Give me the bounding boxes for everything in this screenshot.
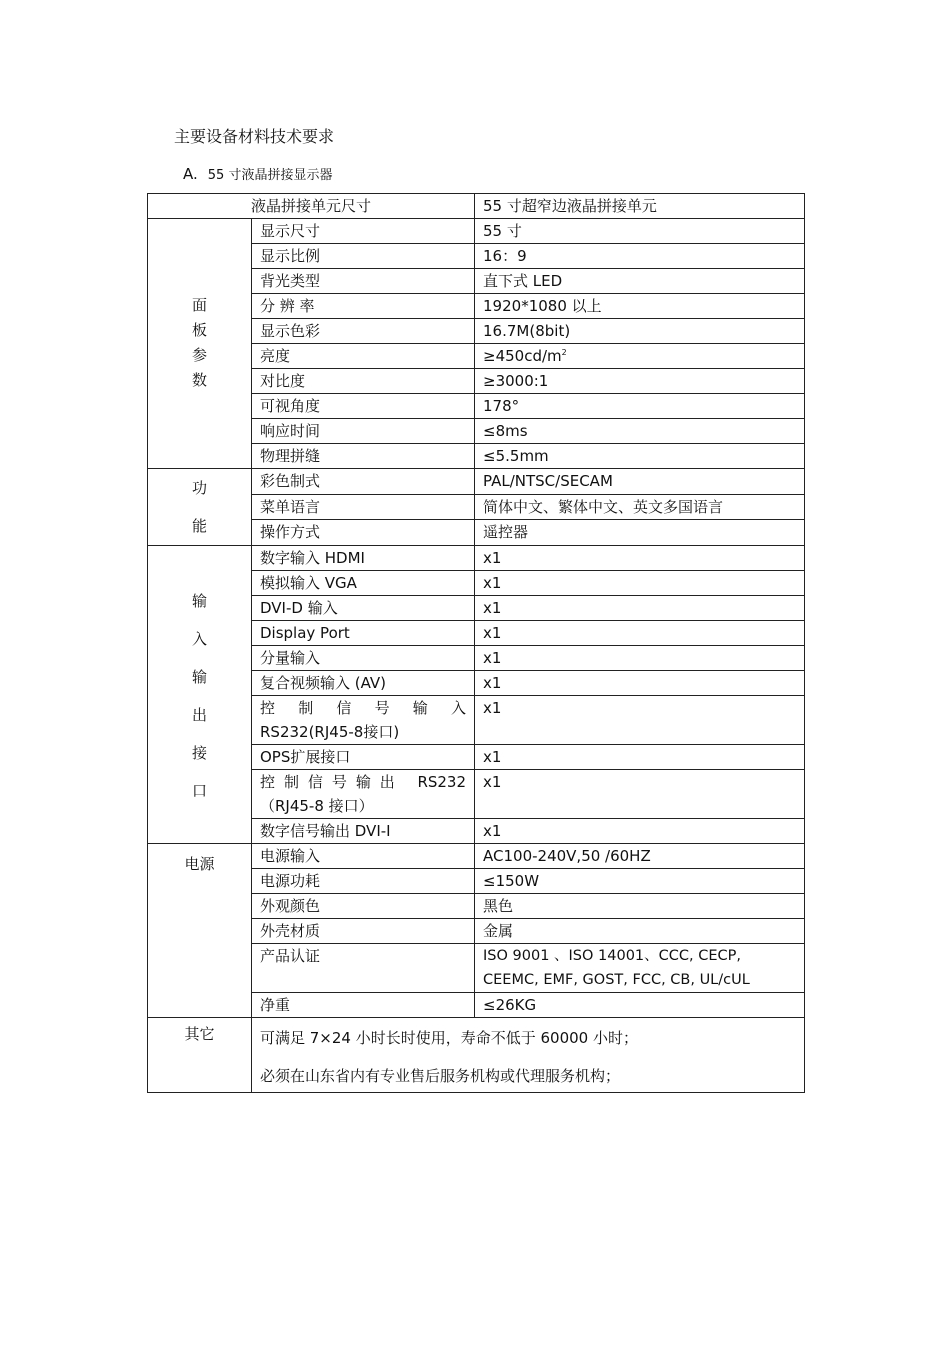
- row-label: 可视角度: [252, 394, 475, 419]
- row-label: 分 辨 率: [252, 294, 475, 319]
- row-value: ISO 9001 、ISO 14001、CCC, CECP, CEEMC, EMF, GOST, FCC, CB, UL/cUL: [475, 944, 805, 993]
- spec-table: [147, 193, 805, 1093]
- row-label: 背光类型: [252, 269, 475, 294]
- other-line: 可满足 7×24 小时长时使用，寿命不低于 60000 小时；: [260, 1029, 638, 1047]
- row-label: 物理拼缝: [252, 444, 475, 469]
- row-value: x1: [475, 571, 805, 596]
- row-value: ≥3000:1: [475, 369, 805, 394]
- table-row: [148, 469, 805, 495]
- row-label: 操作方式: [252, 520, 475, 546]
- row-label: 对比度: [252, 369, 475, 394]
- row-value: x1: [475, 596, 805, 621]
- row-value: 黑色: [475, 894, 805, 919]
- header-label: 液晶拼接单元尺寸: [148, 194, 475, 219]
- category-panel: 面 板 参 数: [148, 219, 252, 469]
- row-label: 分量输入: [252, 646, 475, 671]
- row-value: 16.7M(8bit): [475, 319, 805, 344]
- row-value: ≤5.5mm: [475, 444, 805, 469]
- other-line: 必须在山东省内有专业售后服务机构或代理服务机构；: [260, 1067, 621, 1085]
- row-value: 金属: [475, 919, 805, 944]
- table-row: [148, 844, 805, 869]
- row-value: PAL/NTSC/SECAM: [475, 469, 805, 495]
- row-value: 178°: [475, 394, 805, 419]
- table-header-row: [148, 194, 805, 219]
- row-label: 复合视频输入 (AV): [252, 671, 475, 696]
- row-value: ≤8ms: [475, 419, 805, 444]
- row-label: 外观颜色: [252, 894, 475, 919]
- table-row: [148, 546, 805, 571]
- section-subtitle-text: 55 寸液晶拼接显示器: [207, 168, 333, 183]
- row-value: x1: [475, 671, 805, 696]
- category-io: 输 入 输 出 接 口: [148, 546, 252, 844]
- row-label: 彩色制式: [252, 469, 475, 495]
- header-value: 55 寸超窄边液晶拼接单元: [475, 194, 805, 219]
- row-value: 简体中文、繁体中文、英文多国语言: [475, 494, 805, 520]
- row-label: 电源输入: [252, 844, 475, 869]
- row-value: AC100-240V,50 /60HZ: [475, 844, 805, 869]
- table-row: [148, 219, 805, 244]
- row-value: 1920*1080 以上: [475, 294, 805, 319]
- other-requirements: [252, 1018, 805, 1093]
- row-label: 模拟输入 VGA: [252, 571, 475, 596]
- row-label: 控制信号输出 RS232 （RJ45-8 接口）: [252, 770, 475, 819]
- row-label: 产品认证: [252, 944, 475, 993]
- row-label: 响应时间: [252, 419, 475, 444]
- row-label: OPS扩展接口: [252, 745, 475, 770]
- row-label: 显示色彩: [252, 319, 475, 344]
- row-label: Display Port: [252, 621, 475, 646]
- row-value: x1: [475, 646, 805, 671]
- row-label: 亮度: [252, 344, 475, 369]
- category-power: 电源: [148, 844, 252, 1018]
- row-value: $\ge 450cd/m^2$: [475, 344, 805, 369]
- row-value: ≤26KG: [475, 993, 805, 1018]
- row-value: x1: [475, 621, 805, 646]
- row-value: x1: [475, 819, 805, 844]
- category-other: 其它: [148, 1018, 252, 1093]
- category-function: 功 能: [148, 469, 252, 546]
- row-value: x1: [475, 696, 805, 745]
- row-value: 直下式 LED: [475, 269, 805, 294]
- row-label: 外壳材质: [252, 919, 475, 944]
- row-label: 显示尺寸: [252, 219, 475, 244]
- row-label: 数字信号输出 DVI-I: [252, 819, 475, 844]
- row-value: 16：9: [475, 244, 805, 269]
- row-label: 控 制 信 号 输 入 RS232(RJ45-8接口): [252, 696, 475, 745]
- row-label: 菜单语言: [252, 494, 475, 520]
- row-label: 净重: [252, 993, 475, 1018]
- section-subtitle: [183, 164, 332, 183]
- row-value: 55 寸: [475, 219, 805, 244]
- row-value: x1: [475, 546, 805, 571]
- section-letter: A.: [183, 165, 198, 183]
- row-label: 数字输入 HDMI: [252, 546, 475, 571]
- row-label: DVI-D 输入: [252, 596, 475, 621]
- row-label: 电源功耗: [252, 869, 475, 894]
- row-value: x1: [475, 745, 805, 770]
- row-value: x1: [475, 770, 805, 819]
- page-title: 主要设备材料技术要求: [174, 127, 335, 146]
- row-value: ≤150W: [475, 869, 805, 894]
- table-row: [148, 1018, 805, 1093]
- row-label: 显示比例: [252, 244, 475, 269]
- row-value: 遥控器: [475, 520, 805, 546]
